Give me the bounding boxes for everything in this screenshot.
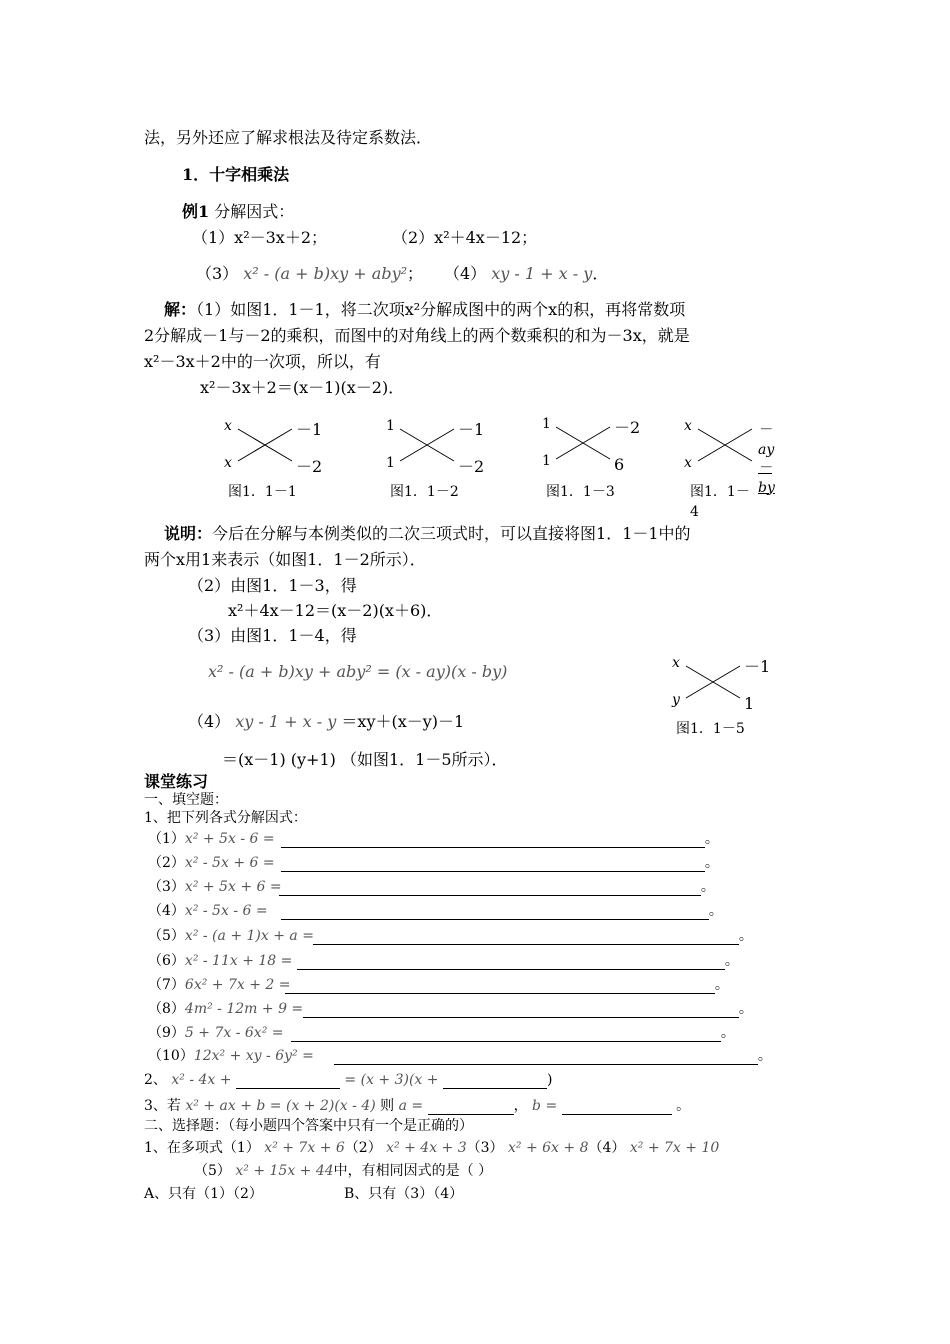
q2-label: 2、 xyxy=(144,1072,167,1089)
note-p4-rhs: ＝xy＋(x－y)－1 xyxy=(341,712,465,731)
fig5-tr: －1 xyxy=(744,657,771,676)
q2-expr: x² - 4x + xyxy=(171,1072,232,1089)
practice-q2 xyxy=(144,1072,552,1089)
c1-label-2: （2） xyxy=(344,1140,382,1156)
fill-in-answer-line[interactable] xyxy=(285,977,715,994)
fill-in-end-mark: 。 xyxy=(708,903,723,920)
example-p3 xyxy=(196,264,423,283)
fill-in-answer-line[interactable] xyxy=(313,928,739,945)
fill-in-item-label: （5） xyxy=(148,928,185,945)
figure-1-1 xyxy=(220,415,340,525)
q3-blank-b[interactable] xyxy=(562,1098,672,1115)
practice-sec1: 一、填空题： xyxy=(144,792,228,808)
fill-in-item xyxy=(148,928,753,945)
fig2-bl: 1 xyxy=(386,455,395,471)
practice-title: 课堂练习 xyxy=(144,772,209,791)
example-label: 例1 xyxy=(182,202,210,221)
fill-in-end-mark: 。 xyxy=(720,1025,735,1042)
fill-in-item xyxy=(148,831,719,848)
fig1-tr: －1 xyxy=(296,420,323,439)
c1-intro: 1、在多项式 xyxy=(144,1140,223,1156)
fill-in-item-label: （10） xyxy=(148,1048,194,1065)
q3-expr: x² + ax + b = (x + 2)(x - 4) xyxy=(185,1098,376,1115)
fig4-br: －by xyxy=(758,460,775,496)
option-a[interactable]: A、只有（1）（2） xyxy=(144,1186,263,1202)
example-p4-end: ． xyxy=(592,264,609,283)
fill-in-item-expr: 5 + 7x - 6x² = xyxy=(184,1025,284,1042)
fill-in-item-expr: x² - 11x + 18 = xyxy=(184,953,293,970)
fig5-tl: x xyxy=(672,655,680,671)
fill-in-item-label: （7） xyxy=(148,977,185,994)
fig2-caption: 图1．1－2 xyxy=(390,484,459,500)
fill-in-item-label: （6） xyxy=(148,953,185,970)
example-p2: （2）x²＋4x－12； xyxy=(392,228,538,247)
fill-in-item xyxy=(148,879,715,896)
fig3-tr: －2 xyxy=(614,418,641,437)
fig3-caption: 图1．1－3 xyxy=(546,484,615,500)
fill-in-item-label: （9） xyxy=(148,1025,185,1042)
example-p4-expr: xy - 1 + x - y xyxy=(491,264,593,283)
note-p4-label: （4） xyxy=(188,712,231,731)
fig5-br: 1 xyxy=(744,694,755,713)
q3-sep: ， xyxy=(513,1098,528,1115)
fill-in-end-mark: 。 xyxy=(704,831,719,848)
fill-in-item xyxy=(148,953,739,970)
solution-eq1: x²－3x＋2＝(x－1)(x－2)． xyxy=(200,378,405,397)
fig3-br: 6 xyxy=(614,455,625,474)
fill-in-answer-line[interactable] xyxy=(334,1048,758,1065)
solution-line1 xyxy=(164,300,685,319)
note-line1 xyxy=(164,524,691,543)
fill-in-answer-line[interactable] xyxy=(303,1001,739,1018)
c1-expr-2: x² + 4x + 3 xyxy=(386,1140,467,1156)
fill-in-answer-line[interactable] xyxy=(291,1025,721,1042)
intro-line: 法，另外还应了解求根法及待定系数法． xyxy=(144,128,433,147)
fill-in-item xyxy=(148,977,729,994)
fill-in-end-mark: 。 xyxy=(714,977,729,994)
q2-end: ) xyxy=(546,1072,553,1089)
c1-label-4: （4） xyxy=(588,1140,626,1156)
fig2-tl: 1 xyxy=(386,418,395,434)
note-p3-eq: x² - (a + b)xy + aby² = (x - ay)(x - by) xyxy=(208,662,508,681)
section-title: 1．十字相乘法 xyxy=(182,165,290,184)
fill-in-answer-line[interactable] xyxy=(281,855,705,872)
note-label: 说明： xyxy=(164,524,213,543)
note-text1: 今后在分解与本例类似的二次三项式时，可以直接将图1．1－1中的 xyxy=(212,524,691,543)
fill-in-answer-line[interactable] xyxy=(281,831,705,848)
fill-in-item xyxy=(148,1025,735,1042)
solution-text3: x²－3x＋2中的一次项，所以，有 xyxy=(144,352,381,371)
choice-1-line2 xyxy=(194,1163,492,1180)
q2-blank-1[interactable] xyxy=(236,1072,340,1089)
figure-1-2 xyxy=(382,415,502,525)
fig1-caption: 图1．1－1 xyxy=(228,484,297,500)
fill-in-end-mark: 。 xyxy=(724,953,739,970)
example-heading xyxy=(182,202,294,221)
c1-expr-4: x² + 7x + 10 xyxy=(629,1140,720,1156)
example-p4-label: （4） xyxy=(444,264,487,283)
fill-in-item-label: （4） xyxy=(148,903,185,920)
fill-in-item-expr: 6x² + 7x + 2 = xyxy=(184,977,291,994)
fill-in-item-label: （3） xyxy=(148,879,185,896)
q3-b: b = xyxy=(532,1098,558,1115)
note-p4-eq2: ＝(x－1) (y+1) （如图1．1－5所示）． xyxy=(222,750,508,769)
fill-in-answer-line[interactable] xyxy=(297,953,725,970)
practice-sec2: 二、选择题：（每小题四个答案中只有一个是正确的） xyxy=(144,1118,473,1134)
practice-q3 xyxy=(144,1098,690,1115)
fig5-bl: y xyxy=(672,692,680,708)
c1-expr-1: x² + 7x + 6 xyxy=(264,1140,345,1156)
fill-in-item xyxy=(148,855,719,872)
example-p4 xyxy=(444,264,608,283)
fig2-br: －2 xyxy=(458,457,485,476)
fig1-tl: x xyxy=(224,418,232,434)
example-p3-end: ； xyxy=(407,264,424,283)
figure-1-4 xyxy=(680,415,800,525)
example-title: 分解因式： xyxy=(214,202,295,221)
figure-1-3 xyxy=(538,413,658,523)
fill-in-item-label: （1） xyxy=(148,831,185,848)
fig4-tl: x xyxy=(684,418,692,434)
figure-1-5 xyxy=(668,652,788,762)
note-text2: 两个x用1来表示（如图1．1－2所示）． xyxy=(144,550,426,569)
fill-in-item-expr: x² + 5x + 6 = xyxy=(184,879,282,896)
fig1-br: －2 xyxy=(296,457,323,476)
fill-in-item-label: （2） xyxy=(148,855,185,872)
fill-in-end-mark: 。 xyxy=(700,879,715,896)
fill-in-item-expr: x² - 5x - 6 = xyxy=(184,903,268,920)
fig5-caption: 图1．1－5 xyxy=(676,721,745,737)
example-p1: （1）x²－3x＋2； xyxy=(192,228,328,247)
q3-then: 则 xyxy=(380,1098,395,1115)
fig4-bl: x xyxy=(684,455,692,471)
fill-in-item-expr: x² - (a + 1)x + a = xyxy=(184,928,314,945)
fill-in-end-mark: 。 xyxy=(738,928,753,945)
c1-label-3: （3） xyxy=(466,1140,504,1156)
note-p2-eq: x²＋4x－12＝(x－2)(x＋6)． xyxy=(228,601,443,620)
q3-label: 3、若 xyxy=(144,1098,181,1115)
note-p4-lhs: xy - 1 + x - y xyxy=(235,712,337,731)
fill-in-item-expr: x² - 5x + 6 = xyxy=(184,855,275,872)
c1-5-label: （5） xyxy=(194,1163,231,1179)
fig2-tr: －1 xyxy=(458,420,485,439)
fill-in-item-label: （8） xyxy=(148,1001,185,1018)
solution-text2: 2分解成－1与－2的乘积，而图中的对角线上的两个数乘积的和为－3x，就是 xyxy=(144,326,690,345)
fill-in-item-expr: 4m² - 12m + 9 = xyxy=(184,1001,304,1018)
choice-1 xyxy=(144,1140,719,1157)
c1-5-expr: x² + 15x + 44 xyxy=(235,1163,334,1179)
note-p2-intro: （2）由图1．1－3，得 xyxy=(188,576,357,595)
fig4-tr: －ay xyxy=(758,422,775,458)
q3-a: a = xyxy=(398,1098,424,1115)
practice-q1: 1、把下列各式分解因式： xyxy=(144,810,307,826)
q2-mid: = (x + 3)(x + xyxy=(344,1072,439,1089)
fig1-bl: x xyxy=(224,455,232,471)
fill-in-answer-line[interactable] xyxy=(279,879,701,896)
q2-blank-2[interactable] xyxy=(443,1072,547,1089)
solution-label: 解： xyxy=(164,300,197,319)
fill-in-item-expr: 12x² + xy - 6y² = xyxy=(193,1048,314,1065)
q3-end: 。 xyxy=(676,1098,691,1115)
note-p4 xyxy=(188,712,464,731)
fill-in-end-mark: 。 xyxy=(704,855,719,872)
c1-5-tail: 中，有相同因式的是（ ） xyxy=(333,1163,493,1179)
c1-label-1: （1） xyxy=(222,1140,260,1156)
fill-in-answer-line[interactable] xyxy=(281,903,709,920)
option-b[interactable]: B、只有（3）（4） xyxy=(344,1186,464,1202)
note-p3-intro: （3）由图1．1－4，得 xyxy=(188,626,357,645)
fill-in-item xyxy=(148,1001,753,1018)
fill-in-item xyxy=(148,903,723,920)
example-p3-expr: x² - (a + b)xy + aby² xyxy=(243,264,408,283)
fill-in-item-expr: x² + 5x - 6 = xyxy=(184,831,275,848)
fig4-caption: 图1．1－4 xyxy=(690,484,750,520)
fill-in-end-mark: 。 xyxy=(738,1001,753,1018)
solution-text1: （1）如图1．1－1，将二次项x²分解成图中的两个x的积，再将常数项 xyxy=(196,300,686,319)
fig3-bl: 1 xyxy=(542,453,551,469)
cross-lines-4 xyxy=(680,415,800,475)
fig3-tl: 1 xyxy=(542,416,551,432)
fill-in-item xyxy=(148,1048,772,1065)
c1-expr-3: x² + 6x + 8 xyxy=(508,1140,589,1156)
q3-blank-a[interactable] xyxy=(428,1098,514,1115)
example-p3-label: （3） xyxy=(196,264,239,283)
fill-in-end-mark: 。 xyxy=(757,1048,772,1065)
